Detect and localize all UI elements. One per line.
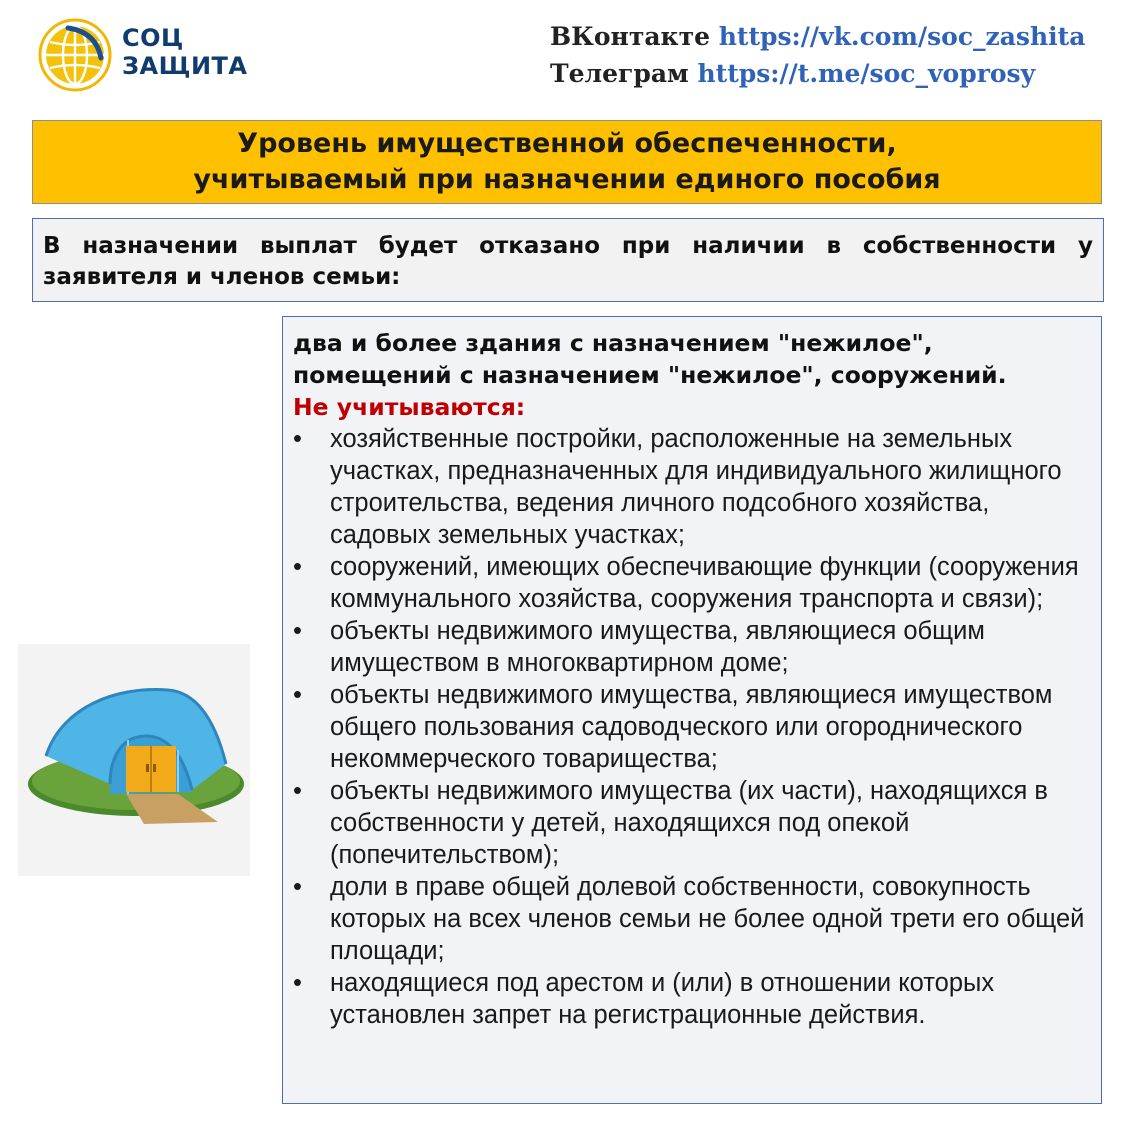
list-item [293, 551, 1091, 615]
list-item-text: объекты недвижимого имущества, являющиеся общим имуществом в многоквартирном доме; [330, 617, 985, 677]
title-line-2: учитываемый при назначении единого пособия [193, 164, 941, 195]
vk-link-row [550, 18, 1120, 55]
intro-box [32, 218, 1104, 302]
social-links [550, 18, 1120, 92]
logo-text [122, 24, 247, 80]
list-item [293, 423, 1091, 551]
list-item-text: доли в праве общей долевой собственности, совокупность которых на всех членов семьи не более одной трети его общей площади; [330, 873, 1085, 965]
bullet: • [293, 873, 302, 901]
list-item [293, 615, 1091, 679]
lead-text: два и более здания с назначением "нежилое", помещений с назначением "нежилое", сооружений. [293, 329, 1007, 389]
telegram-label: Телеграм [550, 59, 689, 88]
list-item-text: объекты недвижимого имущества, являющиеся имуществом общего пользования садоводческого или огороднического некоммерческого товарищества; [330, 681, 1053, 773]
logo-line-1: СОЦ [122, 24, 184, 52]
bullet: • [293, 425, 302, 453]
vk-link[interactable]: https://vk.com/soc_zashita [718, 22, 1086, 51]
bullet: • [293, 969, 302, 997]
list-item [293, 775, 1091, 871]
page-title [32, 120, 1102, 204]
bullet: • [293, 617, 302, 645]
title-line-1: Уровень имущественной обеспеченности, [237, 128, 897, 159]
intro-text: В назначении выплат будет отказано при наличии в собственности у заявителя и членов семьи: [43, 233, 1093, 290]
list-item-text: находящиеся под арестом и (или) в отношении которых установлен запрет на регистрационные действия. [330, 969, 995, 1029]
globe-icon [38, 18, 112, 92]
telegram-link[interactable]: https://t.me/soc_voprosy [697, 59, 1036, 88]
not-counted-label: Не учитываются: [293, 393, 526, 421]
list-item [293, 967, 1091, 1031]
bullet: • [293, 681, 302, 709]
hangar-icon [18, 644, 250, 876]
list-item [293, 679, 1091, 775]
exception-list [293, 423, 1091, 1031]
vk-label: ВКонтакте [550, 22, 710, 51]
main-content-box [282, 316, 1102, 1104]
bullet: • [293, 553, 302, 581]
hangar-image [18, 644, 250, 876]
bullet: • [293, 777, 302, 805]
list-item-text: объекты недвижимого имущества (их части), находящихся в собственности у детей, находящихся под опекой (попечительством); [330, 777, 1048, 869]
telegram-link-row [550, 55, 1120, 92]
list-item-text: сооружений, имеющих обеспечивающие функции (сооружения коммунального хозяйства, сооружения транспорта и связи); [330, 553, 1079, 613]
list-item-text: хозяйственные постройки, расположенные на земельных участках, предназначенных для индивидуального жилищного строительства, ведения личного подсобного хозяйства, садовых земельных участках; [330, 425, 1062, 549]
logo [38, 18, 268, 94]
logo-line-2: ЗАЩИТА [122, 52, 248, 80]
list-item [293, 871, 1091, 967]
